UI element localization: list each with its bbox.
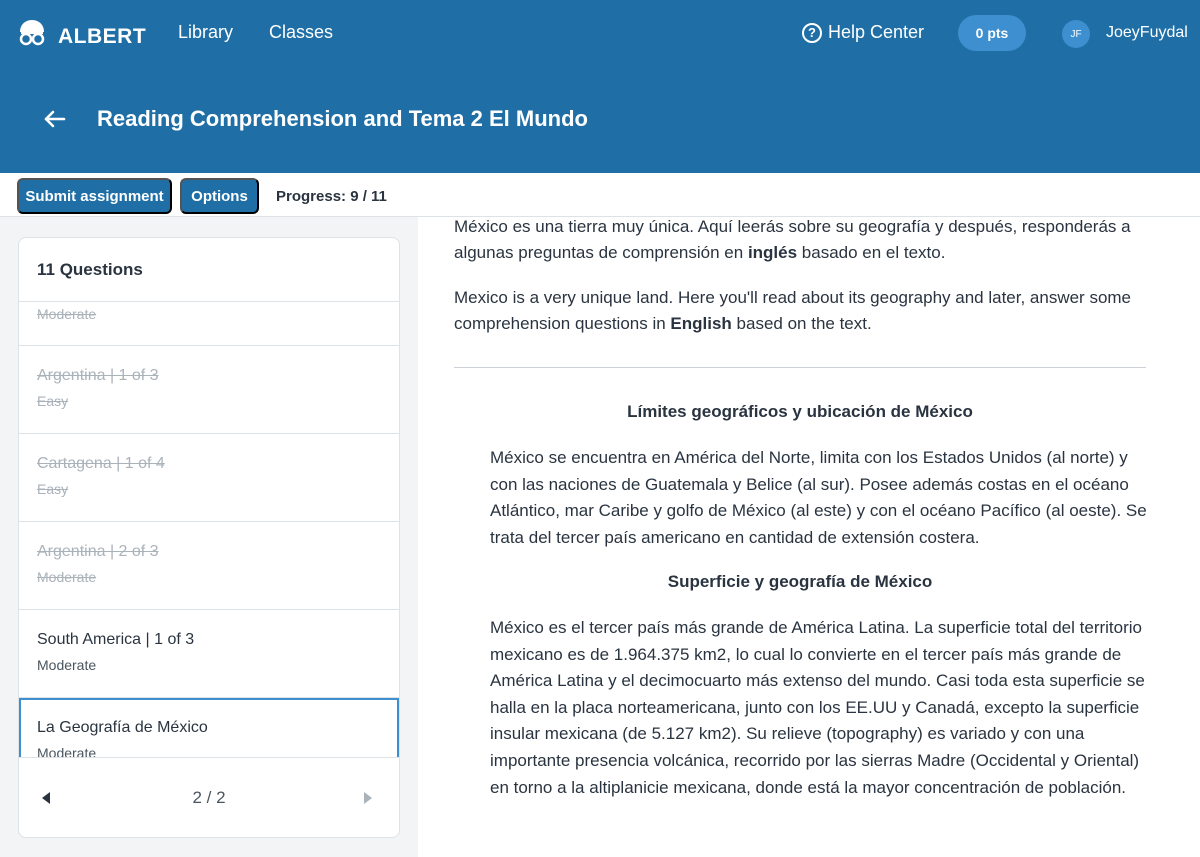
nav-library-link[interactable]: Library [178, 22, 234, 42]
intro-spanish-bold: inglés [747, 243, 798, 262]
section-heading-surface: Superficie y geografía de México [667, 572, 933, 591]
question-difficulty: Moderate [37, 306, 97, 322]
progress-indicator: Progress: 9 / 11 [276, 188, 387, 205]
intro-spanish [454, 217, 1154, 266]
username[interactable]: JoeyFuydal [1106, 24, 1188, 41]
question-difficulty: Moderate [37, 569, 97, 585]
intro-spanish-text-end: basado en el texto. [797, 243, 946, 262]
question-item[interactable] [19, 302, 399, 346]
paragraph-limits: México se encuentra en América del Norte, limita con los Estados Unidos (al norte) y con las naciones de Guatemala y Belice (al sur). Posee además costas en el océano Atlántico, mar Caribe y golfo de México (al este) y con el océano Pacífico (al oeste). Se trata del tercer país americano en cantidad de extensión costera. [490, 448, 1147, 547]
page-title: Reading Comprehension and Tema 2 El Mundo [97, 106, 588, 131]
paragraph-surface: México es el tercer país más grande de América Latina. La superficie total del territorio mexicano es de 1.964.375 km2, lo cual lo convierte en el tercer país más grande de América Latina y el decimocuarto más extenso del mundo. Casi toda esta superficie se halla en la placa norteamericana, junto con los EE.UU y Canadá, excepto la superficie insular mexicana (de 5.127 km2). Su relieve (topography) es variado y con una importante presencia volcánica, recorrido por las sierras Madre (Occidental y Oriental) en torno a la altiplanicie mexicana, donde está la mayor concentración de población. [490, 618, 1145, 797]
intro-english-bold: English [670, 314, 732, 333]
page-header [0, 68, 1200, 173]
divider [454, 367, 1146, 368]
top-navigation [0, 0, 1200, 68]
avatar[interactable]: JF [1062, 20, 1090, 48]
section-heading-limits: Límites geográficos y ubicación de México [627, 402, 973, 421]
question-title: Argentina | 1 of 3 [37, 367, 159, 384]
question-item[interactable] [19, 434, 399, 522]
help-center-link[interactable] [802, 22, 924, 43]
question-title: La Geografía de México [37, 719, 208, 736]
question-item-active[interactable] [19, 698, 399, 758]
options-button[interactable]: Options [180, 178, 259, 214]
arrow-left-icon[interactable] [40, 105, 68, 133]
question-title: Cartagena | 1 of 4 [37, 455, 165, 472]
questions-count: 11 Questions [19, 238, 399, 302]
intro-english-text: Mexico is a very unique land. Here you'll read about its geography and later, answer some comprehension questions in [454, 288, 1132, 333]
question-item[interactable] [19, 522, 399, 610]
submit-assignment-button[interactable]: Submit assignment [17, 178, 172, 214]
question-item[interactable] [19, 346, 399, 434]
passage-panel [418, 217, 1200, 857]
albert-glasses-icon [16, 18, 48, 55]
question-title: Argentina | 2 of 3 [37, 543, 159, 560]
question-item[interactable] [19, 610, 399, 698]
question-difficulty: Easy [37, 393, 69, 409]
assignment-toolbar [0, 173, 1200, 217]
question-list[interactable] [19, 302, 399, 758]
nav-classes-link[interactable]: Classes [269, 22, 334, 42]
intro-spanish-text: México es una tierra muy única. Aquí leerás sobre su geografía y después, responderás a algunas preguntas de comprensión en [454, 217, 1131, 262]
question-pager [19, 757, 399, 837]
caret-right-icon[interactable] [363, 791, 377, 805]
question-difficulty: Moderate [37, 657, 97, 673]
albert-logo[interactable] [16, 18, 146, 55]
pager-page-number: 2 / 2 [192, 787, 226, 807]
intro-english [454, 285, 1154, 337]
question-difficulty: Moderate [37, 745, 97, 758]
help-center-label: Help Center [828, 22, 925, 42]
caret-left-icon[interactable] [41, 791, 55, 805]
points-badge[interactable]: 0 pts [958, 15, 1026, 51]
question-circle-icon: ? [802, 23, 822, 43]
intro-english-text-end: based on the text. [731, 314, 872, 333]
question-sidebar [18, 237, 400, 838]
question-title: South America | 1 of 3 [37, 631, 195, 648]
question-difficulty: Easy [37, 481, 69, 497]
logo-text: ALBERT [58, 24, 147, 48]
